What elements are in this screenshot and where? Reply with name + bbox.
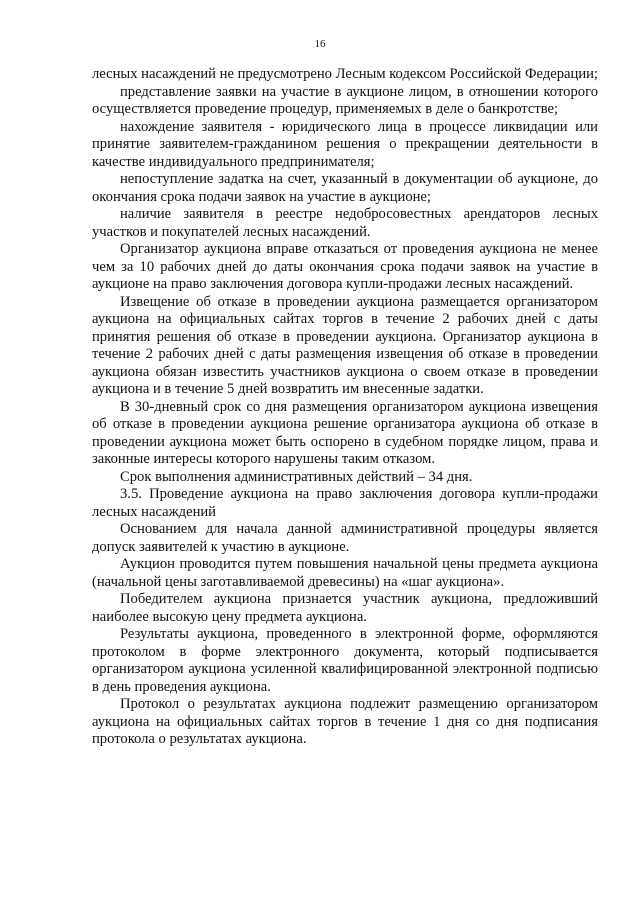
paragraph: представление заявки на участие в аукционе лицом, в отношении которого осуществляется проведение процедур, применяемых в деле о банкротстве;: [92, 83, 598, 117]
paragraph: Основанием для начала данной административной процедуры является допуск заявителей к участию в аукционе.: [92, 521, 598, 555]
paragraph-continuation: лесных насаждений не предусмотрено Лесным кодексом Российской Федерации;: [92, 66, 598, 82]
paragraph: наличие заявителя в реестре недобросовестных арендаторов лесных участков и покупателей лесных насаждений.: [92, 206, 598, 240]
paragraph: нахождение заявителя - юридического лица в процессе ликвидации или принятие заявителем-гражданином решения о прекращении деятельности в качестве индивидуального предпринимателя;: [92, 118, 598, 170]
paragraph: Аукцион проводится путем повышения начальной цены предмета аукциона (начальной цены заготавливаемой древесины) на «шаг аукциона».: [92, 556, 598, 590]
paragraph: В 30-дневный срок со дня размещения организатором аукциона извещения об отказе в проведении аукциона решение организатора аукциона об отказе в проведении аукциона может быть оспорено в судебном порядке лицом, права и законные интересы которого нарушены таким отказом.: [92, 398, 598, 467]
document-body: [92, 66, 598, 749]
paragraph: Победителем аукциона признается участник аукциона, предложивший наиболее высокую цену предмета аукциона.: [92, 591, 598, 625]
paragraph: Извещение об отказе в проведении аукциона размещается организатором аукциона на официальных сайтах торгов в течение 2 рабочих дней с даты принятия решения об отказе в проведении аукциона. Организатор аукциона в течение 2 рабочих дней с даты размещения извещения об отказе в проведении аукциона обязан известить участников аукциона о своем отказе в проведении аукциона и в течение 5 дней возвратить им внесенные задатки.: [92, 293, 598, 397]
paragraph: непоступление задатка на счет, указанный в документации об аукционе, до окончания срока подачи заявок на участие в аукционе;: [92, 171, 598, 205]
page-number: 16: [314, 38, 326, 50]
paragraph: Результаты аукциона, проведенного в электронной форме, оформляются протоколом в форме электронного документа, который подписывается организатором аукциона усиленной квалифицированной электронной подписью в день проведения аукциона.: [92, 626, 598, 695]
section-heading: 3.5. Проведение аукциона на право заключения договора купли-продажи лесных насаждений: [92, 486, 598, 520]
paragraph: Протокол о результатах аукциона подлежит размещению организатором аукциона на официальных сайтах торгов в течение 1 дня со дня подписания протокола о результатах аукциона.: [92, 696, 598, 747]
paragraph: Организатор аукциона вправе отказаться от проведения аукциона не менее чем за 10 рабочих дней до даты окончания срока подачи заявок на участие в аукционе на право заключения договора купли-продажи лесных насаждений.: [92, 241, 598, 292]
paragraph: Срок выполнения административных действий – 34 дня.: [120, 468, 473, 485]
